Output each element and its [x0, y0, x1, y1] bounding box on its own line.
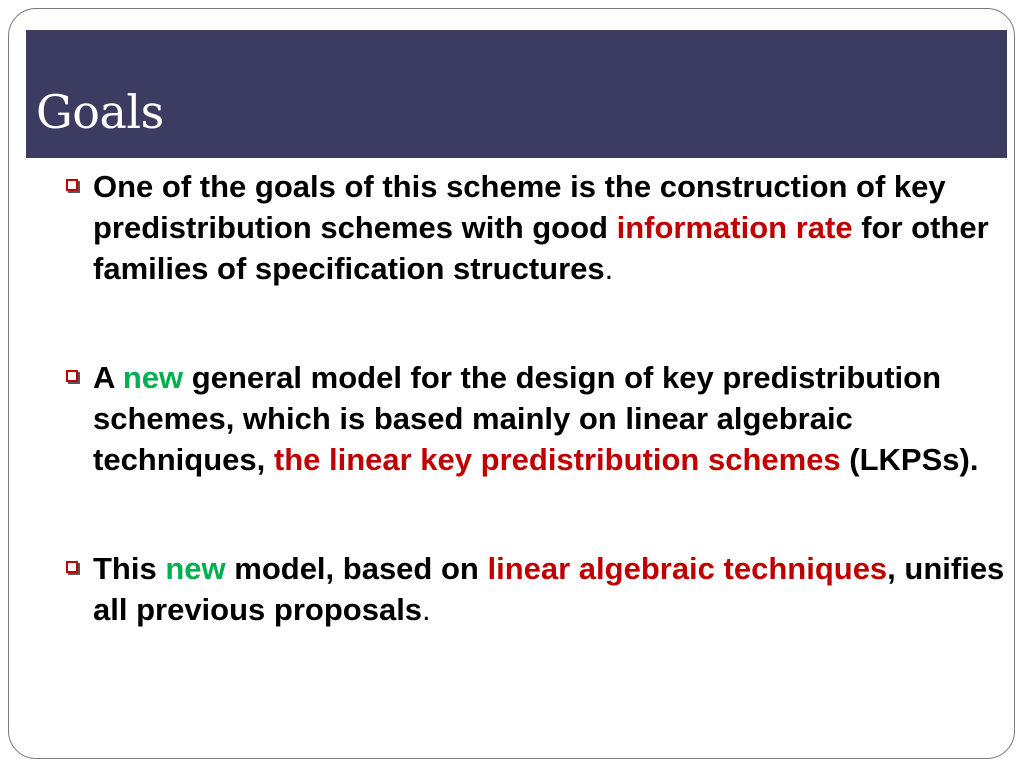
bullet-text: , unifies all previous proposals	[93, 551, 1005, 627]
highlight-text-red: the linear key predistribution schemes	[273, 442, 841, 477]
square-bullet-icon	[66, 561, 78, 573]
slide-title: Goals	[36, 85, 164, 139]
square-bullet-icon	[66, 370, 78, 382]
bullet-item-1	[60, 166, 1005, 289]
highlight-text-red: information rate	[616, 210, 853, 245]
bullet-list	[60, 166, 1005, 630]
bullet-item-3	[60, 548, 1005, 630]
square-bullet-icon	[66, 179, 78, 191]
bullet-text-period: .	[604, 251, 614, 286]
bullet-text: general model for the design of key predistribution schemes, which is based mainly on linear algebraic techniques,	[93, 360, 942, 477]
bullet-text: This	[93, 551, 166, 586]
bullet-text: A	[93, 360, 123, 395]
title-bar	[26, 30, 1007, 158]
bullet-text: model, based on	[225, 551, 488, 586]
bullet-text: One of the goals of this scheme is the construction of key predistribution schemes with good	[93, 169, 946, 245]
highlight-text-red: linear algebraic techniques	[487, 551, 888, 586]
bullet-text-period: .	[422, 592, 431, 627]
bullet-text: (LKPSs).	[840, 442, 979, 477]
bullet-item-2	[60, 357, 1005, 480]
bullet-text: for other families of specification structures	[93, 210, 989, 286]
highlight-text-green: new	[122, 360, 184, 395]
highlight-text-green: new	[165, 551, 226, 586]
